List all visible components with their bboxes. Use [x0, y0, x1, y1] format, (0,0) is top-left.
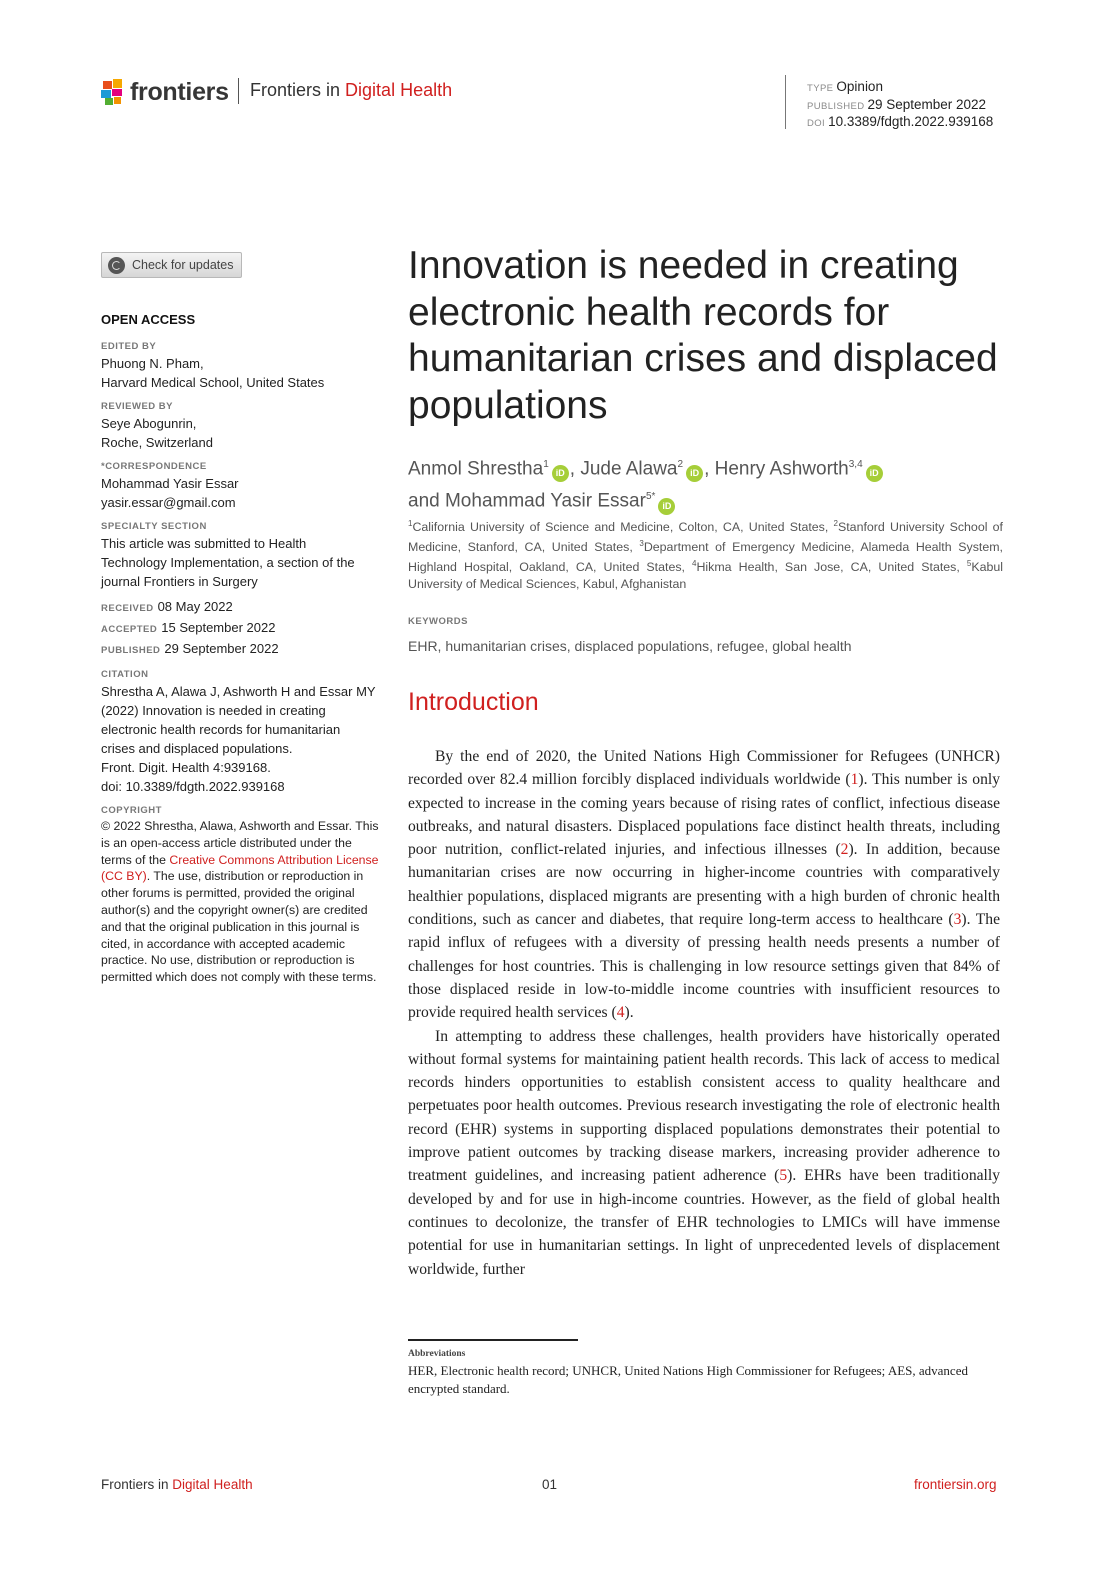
- citation-line: crises and displaced populations.: [101, 741, 293, 756]
- footnote-text: HER, Electronic health record; UNHCR, United Nations High Commissioner for Refugees; AES, advanced encrypted standard.: [408, 1363, 968, 1396]
- specialty-section: [101, 521, 386, 591]
- body-text: ). The rapid influx of refugees with a diversity of pressing health needs presents a number of challenges for host countries. This is challenging in low resource settings given that 84% of those displaced reside in low-to-middle income countries with insufficient resources to provide required health services (: [408, 911, 1001, 1022]
- author-affiliation-sup: 2: [677, 459, 684, 470]
- body-text: ).: [624, 1004, 634, 1022]
- author-name: Henry Ashworth: [714, 458, 849, 480]
- correspondence-section: [101, 461, 386, 512]
- citation-ref-link[interactable]: 5: [779, 1167, 788, 1185]
- citation-line: Front. Digit. Health 4:939168.: [101, 760, 271, 775]
- article-info-sidebar: [101, 312, 386, 986]
- author-name: Jude Alawa: [580, 458, 678, 480]
- keywords: EHR, humanitarian crises, displaced populations, refugee, global health: [408, 638, 852, 654]
- editor-name: Phuong N. Pham,: [101, 356, 204, 371]
- copyright-label: COPYRIGHT: [101, 805, 162, 816]
- journal-title: Digital Health: [345, 80, 453, 100]
- meta-divider: [785, 75, 786, 129]
- affiliation: Department of Emergency Medicine, Alameda Health System, Highland Hospital, Oakland, CA, United States,: [408, 540, 1003, 574]
- affiliation: Kabul University of Medical Sciences, Kabul, Afghanistan: [408, 559, 1004, 591]
- body-text: ). This number is only expected to increase in the coming years because of rising rates of conflict, infectious disease outbreaks, and natural disasters. Displaced populations face distinct health threats, including poor nutrition, conflict-related injuries, and infectious illnesses (: [408, 771, 1001, 859]
- citation-ref-link[interactable]: 1: [850, 771, 859, 789]
- keywords-label: KEYWORDS: [408, 616, 468, 627]
- article-title: Innovation is needed in creating electronic health records for humanitarian crises and displaced populations: [408, 244, 998, 427]
- citation-line: (2022) Innovation is needed in creating: [101, 703, 326, 718]
- citation-ref-link[interactable]: 3: [953, 911, 962, 929]
- affiliation: California University of Science and Medicine, Colton, CA, United States,: [412, 520, 834, 535]
- editor-affiliation: Harvard Medical School, United States: [101, 375, 325, 390]
- affiliations: $^1$California University of Science and Medicine, Colton, CA, United States, $^2$Stanford University School of Medicine, Stanford, CA, United States, $^3$Department of Emergency Medicine, Alameda Health System, Highland Hospital, Oakland, CA, United States, $^4$Hikma Health, San Jose, CA, United States, $^5$Kabul University of Medical Sciences, Kabul, Afghanistan: [408, 519, 1004, 591]
- specialty-line: Technology Implementation, a section of the: [101, 555, 355, 570]
- body-text: In attempting to address these challenges, health providers have historically operated without formal systems for maintaining patient health records. This lack of access to medical records hinders opportunities to establish consistent access to quality healthcare and perpetuates poor health outcomes. Previous research investigating the role of electronic health record (EHR) systems in supporting displaced populations demonstrates their potential to improve patient outcomes by tracking disease markers, increasing provider adherence to treatment guidelines, and increasing patient adherence (: [408, 1027, 1000, 1185]
- section-label: SPECIALTY SECTION: [101, 521, 207, 532]
- orcid-icon[interactable]: iD: [686, 465, 703, 482]
- citation-label: CITATION: [101, 669, 149, 680]
- article-meta: [807, 79, 993, 132]
- article-body: [408, 745, 1000, 1281]
- received-date: RECEIVED 08 May 2022: [101, 599, 233, 614]
- specialty-line: journal Frontiers in Surgery: [101, 574, 258, 589]
- orcid-icon[interactable]: iD: [658, 498, 675, 515]
- citation-ref-link[interactable]: 2: [840, 841, 849, 859]
- frontiers-site-link[interactable]: frontiersin.org: [914, 1477, 997, 1492]
- citation-doi: doi: 10.3389/fdgth.2022.939168: [101, 779, 285, 794]
- author-affiliation-sup: 5*: [645, 491, 656, 503]
- copyright-section: [101, 805, 386, 986]
- orcid-icon[interactable]: iD: [552, 465, 569, 482]
- copyright-text: © 2022 Shrestha, Alawa, Ashworth and Essar. This is an open-access article distributed under the terms of the Creative Commons Attribution License (CC BY). The use, distribution or reproduction in other forums is permitted, provided the original author(s) and the copyright owner(s) are credited and that the original publication in this journal is cited, in accordance with accepted academic practice. No use, distribution or reproduction is permitted which does not comply with these terms.: [101, 819, 379, 985]
- open-access-label: OPEN ACCESS: [101, 312, 196, 327]
- section-label: REVIEWED BY: [101, 401, 174, 412]
- author-affiliation-sup: 1: [543, 459, 549, 470]
- author-name: Anmol Shrestha: [408, 458, 544, 480]
- author-list: Anmol Shrestha$^1$iD , Jude Alawa$^2$iD , Henry Ashworth$^{3,4}$iD and Mohammad Yasir Essar$^{5*}$iD: [408, 451, 1008, 516]
- citation-ref-link[interactable]: 4: [616, 1004, 625, 1022]
- citation-line: Shrestha A, Alawa J, Ashworth H and Essar MY: [101, 684, 376, 699]
- refresh-icon: [108, 257, 125, 274]
- frontiers-logo[interactable]: [101, 77, 229, 107]
- dates-section: [101, 597, 386, 660]
- accepted-date: ACCEPTED 15 September 2022: [101, 620, 276, 635]
- citation-section: [101, 669, 386, 796]
- footer-journal: Frontiers in Digital Health: [101, 1477, 253, 1492]
- check-for-updates-button[interactable]: [101, 252, 242, 278]
- reviewer-name: Seye Abogunrin,: [101, 416, 197, 431]
- body-paragraph: [408, 1025, 1000, 1281]
- author-name: and Mohammad Yasir Essar: [408, 490, 646, 512]
- page-number: 01: [542, 1477, 558, 1492]
- footnote-label: Abbreviations: [408, 1349, 466, 1359]
- citation-line: electronic health records for humanitarian: [101, 722, 341, 737]
- section-label: *CORRESPONDENCE: [101, 461, 207, 472]
- affiliation: Stanford University School of Medicine, Stanford, CA, United States,: [408, 520, 1003, 555]
- logo-wordmark: frontiers: [130, 77, 229, 106]
- meta-doi: DOI 10.3389/fdgth.2022.939168: [807, 114, 994, 130]
- specialty-line: This article was submitted to Health: [101, 536, 307, 551]
- header-divider: [238, 78, 239, 104]
- reviewed-by-section: [101, 401, 386, 452]
- body-paragraph: [408, 745, 1000, 1025]
- section-label: EDITED BY: [101, 341, 157, 352]
- journal-name[interactable]: [250, 80, 452, 101]
- published-date: PUBLISHED 29 September 2022: [101, 641, 279, 656]
- correspondent-name: Mohammad Yasir Essar: [101, 476, 239, 491]
- affiliation: Hikma Health, San Jose, CA, United States,: [696, 559, 967, 574]
- body-text: By the end of 2020, the United Nations High Commissioner for Refugees (UNHCR) recorded over 82.4 million forcibly displaced individuals worldwide (: [408, 748, 1000, 789]
- introduction-heading: Introduction: [408, 688, 539, 716]
- meta-published: PUBLISHED 29 September 2022: [807, 96, 987, 112]
- frontiers-logo-icon: [101, 79, 125, 105]
- author-affiliation-sup: 3,4: [848, 459, 863, 470]
- orcid-icon[interactable]: iD: [866, 465, 883, 482]
- body-text: ). EHRs have been traditionally developed by and for use in high-income countries. However, as the field of global health continues to decolonize, the transfer of EHR technologies to LMICs will have immense potential for use in humanitarian settings. In light of unprecedented levels of displacement worldwide, further: [408, 1167, 1000, 1278]
- body-text: ). In addition, because humanitarian crises are now occurring in higher-income countries with comparatively healthier populations, displaced migrants are presenting with a high burden of chronic health conditions, such as cancer and diabetes, that require long-term access to healthcare (: [408, 841, 1000, 929]
- check-updates-label: Check for updates: [132, 258, 234, 272]
- reviewer-affiliation: Roche, Switzerland: [101, 435, 213, 450]
- journal-prefix: Frontiers in: [250, 80, 341, 100]
- meta-type: TYPE Opinion: [807, 79, 883, 94]
- footnote-rule: [408, 1339, 578, 1341]
- cc-by-license-link[interactable]: Creative Commons Attribution License (CC BY): [101, 852, 379, 884]
- edited-by-section: [101, 341, 386, 392]
- correspondent-email[interactable]: yasir.essar@gmail.com: [101, 495, 236, 510]
